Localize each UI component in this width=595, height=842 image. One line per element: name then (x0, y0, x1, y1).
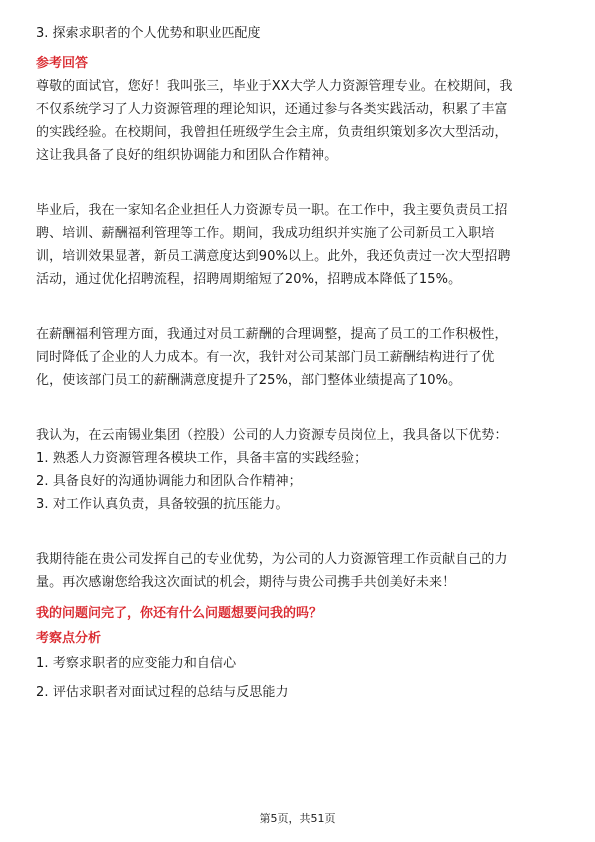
paragraph-line: 毕业后，我在一家知名企业担任人力资源专员一职。在工作中，我主要负责员工招 (36, 203, 508, 218)
paragraph-gap (36, 291, 555, 314)
analysis-heading: 考察点分析 (36, 631, 102, 646)
question-heading: 我的问题问完了，你还有什么问题想要问我的吗？ (36, 606, 323, 621)
paragraph-line: 同时降低了企业的人力成本。有一次，我针对公司某部门员工薪酬结构进行了优 (36, 350, 495, 365)
paragraph-line: 不仅系统学习了人力资源管理的理论知识，还通过参与各类实践活动，积累了丰富 (36, 102, 508, 117)
paragraph-line: 活动，通过优化招聘流程，招聘周期缩短了20%，招聘成本降低了15%。 (36, 272, 462, 287)
list-item: 3. 对工作认真负责，具备较强的抗压能力。 (36, 497, 289, 512)
reference-answer-heading: 参考回答 (36, 56, 89, 71)
paragraph-line: 训，培训效果显著，新员工满意度达到90%以上。此外，我还负责过一次大型招聘 (36, 249, 511, 264)
paragraph-gap (36, 167, 555, 190)
paragraph-line: 尊敬的面试官，您好！我叫张三，毕业于XX大学人力资源管理专业。在校期间，我 (36, 79, 513, 94)
paragraph-line: 在薪酬福利管理方面，我通过对员工薪酬的合理调整，提高了员工的工作积极性， (36, 327, 508, 342)
paragraph-line: 量。再次感谢您给我这次面试的机会，期待与贵公司携手共创美好未来！ (36, 575, 456, 590)
paragraph-line: 聘、培训、薪酬福利管理等工作。期间，我成功组织并实施了公司新员工入职培 (36, 226, 495, 241)
paragraph-line: 的实践经验。在校期间，我曾担任班级学生会主席，负责组织策划多次大型活动， (36, 125, 508, 140)
paragraph-line: 我期待能在贵公司发挥自己的专业优势，为公司的人力资源管理工作贡献自己的力 (36, 552, 508, 567)
paragraph-line: 我认为，在云南锡业集团（控股）公司的人力资源专员岗位上，我具备以下优势： (36, 428, 508, 443)
paragraph-line: 这让我具备了良好的组织协调能力和团队合作精神。 (36, 148, 338, 163)
answer-paragraph-1 (36, 75, 555, 167)
answer-paragraph-2 (36, 199, 555, 291)
analysis-list (36, 652, 555, 704)
answer-paragraph-5 (36, 548, 555, 594)
page-number-footer: 第5页，共51页 (259, 812, 336, 825)
paragraph-gap (36, 392, 555, 415)
paragraph-line: 化，使该部门员工的薪酬满意度提升了25%，部门整体业绩提高了10%。 (36, 373, 462, 388)
list-item: 1. 考察求职者的应变能力和自信心 (36, 656, 237, 671)
section-title: 3. 探索求职者的个人优势和职业匹配度 (36, 26, 261, 41)
paragraph-gap (36, 516, 555, 539)
list-item: 2. 具备良好的沟通协调能力和团队合作精神； (36, 474, 302, 489)
list-item: 1. 熟悉人力资源管理各模块工作，具备丰富的实践经验； (36, 451, 368, 466)
answer-paragraph-4 (36, 424, 555, 516)
list-item: 2. 评估求职者对面试过程的总结与反思能力 (36, 685, 289, 700)
answer-paragraph-3 (36, 323, 555, 392)
